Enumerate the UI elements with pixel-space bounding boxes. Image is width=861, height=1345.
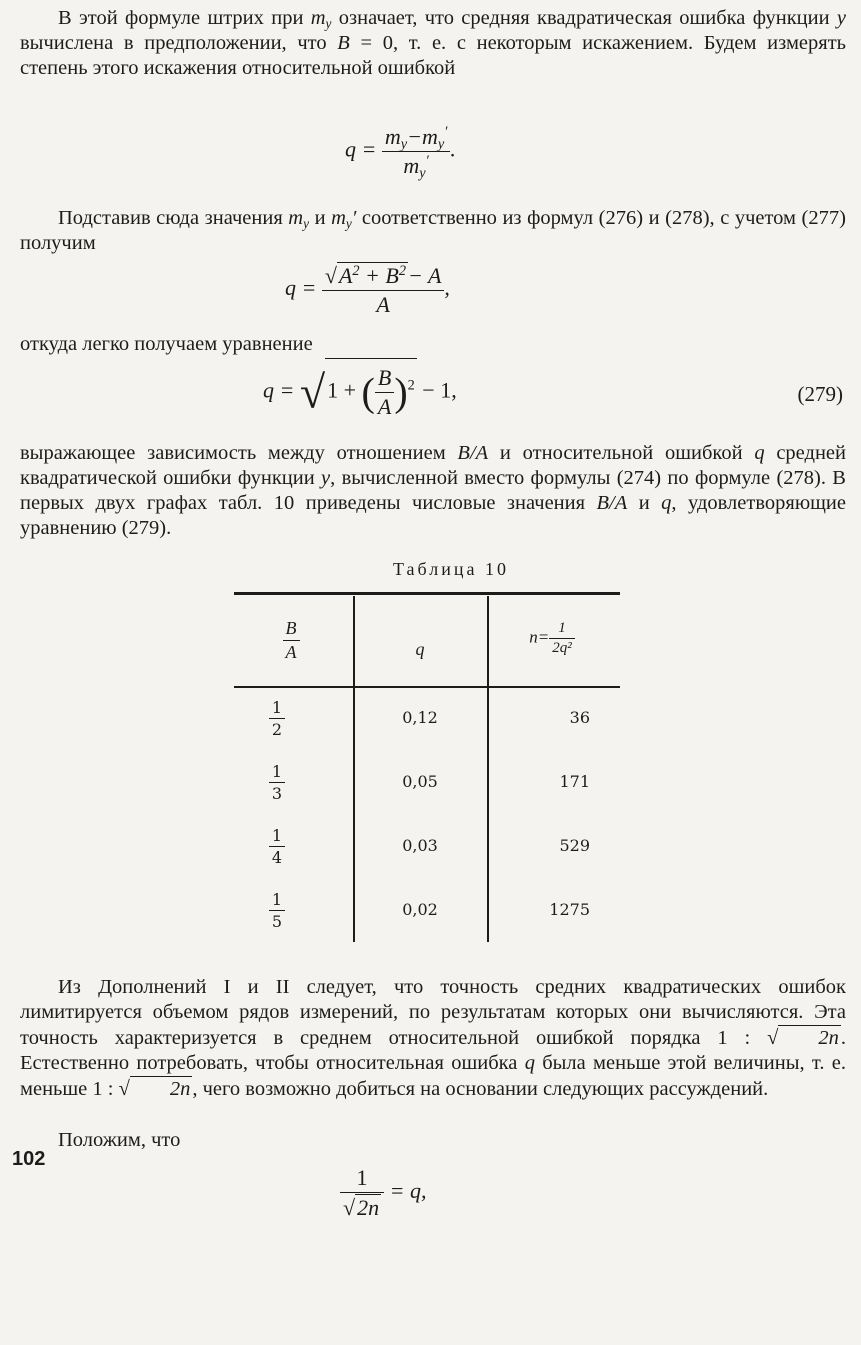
row-n: 1275 [549,900,590,919]
row-n: 529 [559,836,590,855]
page-number: 102 [12,1148,46,1170]
paragraph-4: выражающее зависимость между отношением B/A и относительной ошибкой q средней квадратической ошибки функции y, вычисленной вместо формулы (274) по формуле (278). В первых двух графах табл. 10 приведены числовые значения B/A и q, удовлетворяющие уравнению (279). [20,442,846,539]
paragraph-6: Положим, что [58,1129,181,1151]
paragraph-2: Подставив сюда значения $m_y$ и $m_y'$ соответственно из формул (276) и (278), с учетом (277) получим [20,207,846,254]
table-header-q: q [415,639,425,659]
row-ratio: $\frac{1}{4}$ [262,826,292,867]
table-header-ratio: $\frac{B}{A}$ [266,618,316,663]
table-header-n: n= $\frac{1}{\text{2q²}}$ [497,620,607,657]
table-column-divider-1 [353,596,355,942]
table-column-divider-2 [487,596,489,942]
paragraph-3: откуда легко получаем уравнение [20,333,313,355]
formula-q-sqrt: q = $\frac{√A^2 + B^2- A}{A}$ , [285,263,450,317]
row-n: 36 [569,708,590,727]
row-n: 171 [559,772,590,791]
fraction: $\frac{√A^2 + B^2- A}{A}$ [322,262,445,318]
table-top-rule [234,592,620,595]
row-ratio: $\frac{1}{3}$ [262,762,292,803]
equation-279: q = √1 + ( $\frac{B}{A}$ )$^2$ − 1, [263,358,457,420]
formula-final: $\frac{1}{√2n}$ = q, [340,1165,426,1221]
row-q: 0,02 [402,900,438,919]
row-q: 0,03 [402,836,438,855]
fraction: $\frac{m_y-m_y'}{m_y'}$ [382,124,451,179]
row-ratio: $\frac{1}{2}$ [262,698,292,739]
paragraph-5: Из Дополнений I и II следует, что точность средних квадратических ошибок лимитируется объемом рядов измерений, по результатам которых они вычисляются. Эта точность характеризуется в среднем относительной ошибкой порядка 1 : √ 2n. Естественно потребовать, чтобы относительная ошибка q была меньше этой величины, т. е. меньше 1 : √ 2n, чего возможно добиться на основании следующих рассуждений. [20,976,846,1100]
table-caption: Таблица 10 [393,559,509,579]
row-ratio: $\frac{1}{5}$ [262,890,292,931]
row-q: 0,05 [402,772,438,791]
equation-number: (279) [797,382,843,406]
table-header-rule [234,686,620,688]
row-q: 0,12 [402,708,438,727]
paragraph-1: В этой формуле штрих при $m_y$ означает, что средняя квадратическая ошибка функции y вычислена в предположении, что B = 0, т. е. с некоторым искажением. Будем измерять степень этого искажения относительной ошибкой [20,7,847,79]
formula-q-definition: q = $\frac{m_y-m_y'}{m_y'}$ . [345,124,456,182]
